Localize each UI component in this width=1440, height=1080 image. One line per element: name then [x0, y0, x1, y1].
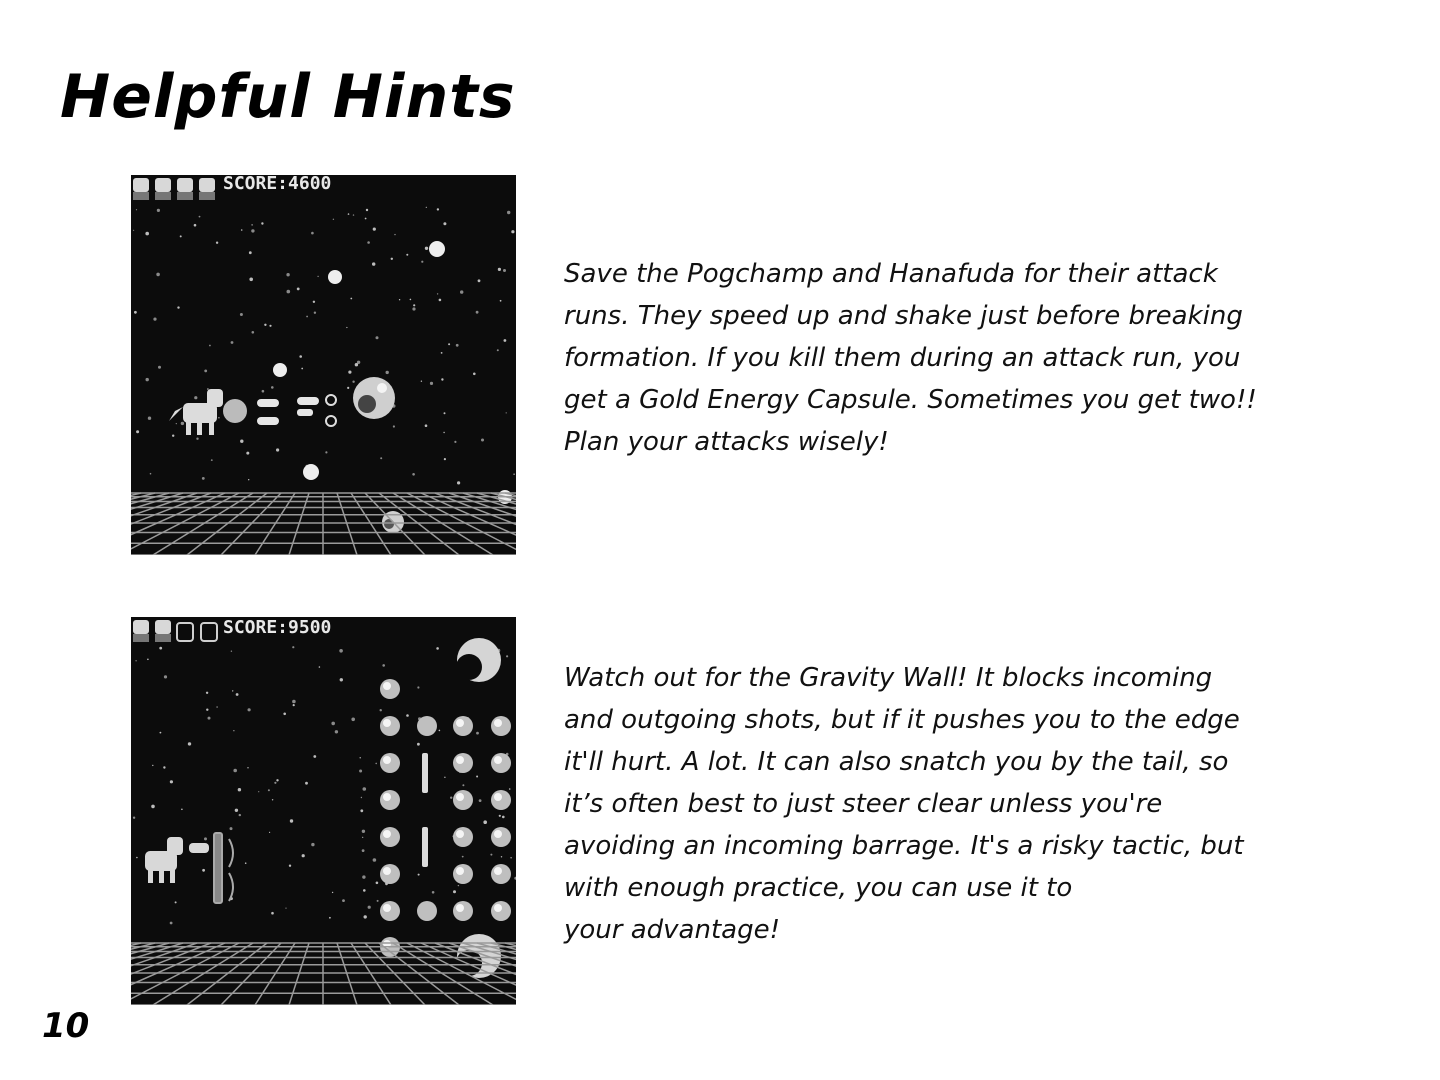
enemy-hanafuda-sprite	[353, 377, 395, 419]
hint-line: with enough practice, you can use it to	[564, 873, 1073, 903]
game-screenshot-attack-run	[131, 175, 516, 555]
hint-line: get a Gold Energy Capsule. Sometimes you get two!!	[564, 385, 1257, 415]
hint-text-2	[564, 657, 1304, 951]
hint-line: runs. They speed up and shake just before breaking	[564, 301, 1243, 331]
hint-line: avoiding an incoming barrage. It's a risky tactic, but	[564, 831, 1244, 861]
hint-line: it’s often best to just steer clear unless you're	[564, 789, 1163, 819]
hint-line: your advantage!	[564, 915, 781, 945]
hint-line: it'll hurt. A lot. It can also snatch you by the tail, so	[564, 747, 1229, 777]
page-number: 10	[42, 1006, 90, 1046]
hint-line: and outgoing shots, but if it pushes you to the edge	[564, 705, 1240, 735]
score-label: SCORE:9500	[223, 617, 332, 638]
hint-line: Save the Pogchamp and Hanafuda for their attack	[564, 259, 1218, 289]
hint-line: Watch out for the Gravity Wall! It blocks incoming	[564, 663, 1213, 693]
hint-text-1	[564, 253, 1304, 463]
game-screenshot-gravity-wall	[131, 617, 516, 1005]
hint-line: Plan your attacks wisely!	[564, 427, 889, 457]
page-title: Helpful Hints	[60, 62, 516, 132]
hint-line: formation. If you kill them during an attack run, you	[564, 343, 1241, 373]
score-label: SCORE:4600	[223, 175, 332, 194]
